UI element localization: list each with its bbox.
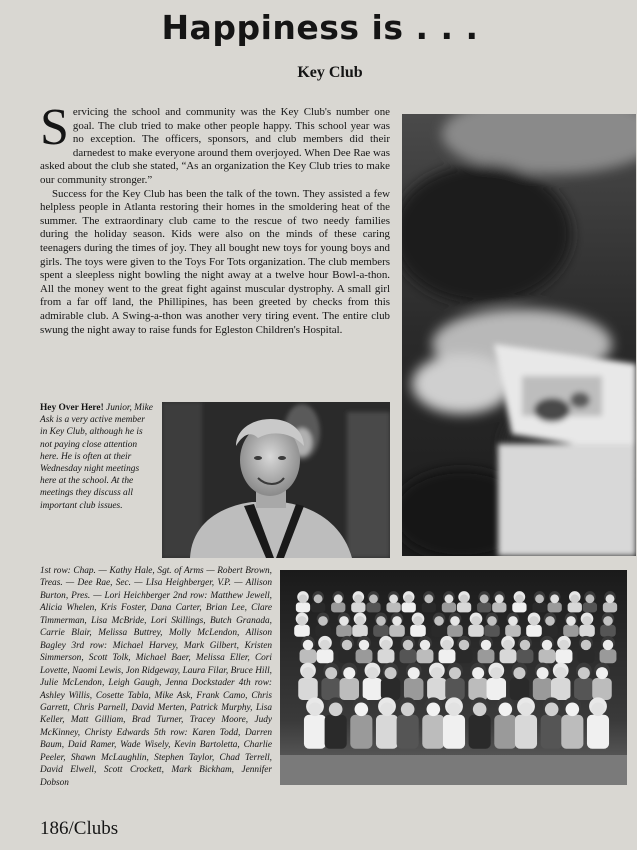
group-member-body: [321, 678, 341, 700]
group-member-body: [400, 649, 417, 663]
group-member-face: [297, 616, 307, 626]
group-member-face: [329, 702, 343, 716]
group-member-face: [513, 667, 525, 679]
group-member-body: [487, 678, 507, 700]
group-member-face: [380, 702, 394, 716]
group-member-face: [404, 594, 413, 603]
group-member-body: [468, 678, 488, 700]
group-member-face: [376, 616, 386, 626]
group-member-body: [533, 678, 553, 700]
group-member-body: [336, 625, 352, 637]
group-member-face: [342, 640, 352, 650]
story-paragraph-2: Success for the Key Club has been the talk of the town. They assisted a few helpless people in Atlanta restoring their homes in the smoldering heat of the summer. The extraordinary club came to the rescue of two needy families during the holiday season. Kids were also on the minds of these caring teenagers during the times of joy. They all bought new toys for young boys and girls. The toys were given to the Toys For Tots organization. The club members spent a sleepless night bowling the night away at a twelve hour Bowl-a-thon. All the money went to the great fight against muscular dystrophy. A small girl from a far off land, the Phillipines, has been greeted by checks from this admirable club. A Swing-a-thon was another very tiring event. The entire club swung the night away to raise funds for Egleston Children's Hospital.: [40, 187, 390, 336]
group-member-body: [298, 678, 318, 700]
group-member-body: [363, 678, 383, 700]
group-member-face: [473, 702, 487, 716]
group-member-body: [366, 602, 380, 612]
group-member-body: [427, 678, 447, 700]
group-member-body: [505, 625, 521, 637]
group-member-body: [477, 602, 491, 612]
group-member-face: [450, 616, 460, 626]
group-member-body: [526, 625, 542, 637]
group-member-body: [325, 715, 347, 749]
group-member-body: [515, 715, 537, 749]
group-member-face: [542, 640, 552, 650]
group-member-body: [578, 649, 595, 663]
photo-hands-with-paper: [402, 114, 636, 556]
group-member-body: [294, 625, 310, 637]
group-member-body: [512, 602, 526, 612]
group-member-body: [386, 602, 400, 612]
group-member-face: [481, 640, 491, 650]
group-member-body: [443, 715, 465, 749]
group-member-face: [471, 616, 481, 626]
group-member-face: [490, 667, 502, 679]
group-member-body: [340, 678, 360, 700]
group-member-face: [314, 594, 323, 603]
group-member-face: [325, 667, 337, 679]
group-member-face: [515, 594, 524, 603]
portrait-caption: [40, 402, 154, 512]
group-member-body: [510, 678, 530, 700]
group-member-body: [356, 649, 373, 663]
group-member-face: [566, 702, 580, 716]
drop-cap: S: [40, 99, 69, 156]
group-member-face: [408, 667, 420, 679]
group-member-body: [410, 625, 426, 637]
group-member-face: [508, 616, 518, 626]
group-member-face: [403, 640, 413, 650]
group-member-face: [449, 667, 461, 679]
group-caption: 1st row: Chap. — Kathy Hale, Sgt. of Arms — Robert Brown, Treas. — Dee Rae, Sec. — LIsa Heighberger, V.P. — Allison Burton, Pres. — Lori Heichberger 2nd row: Matthew Jewell, Alicia Whelen, Kris Foster, Dana Carter, Brian Lee, Clare Timmerman, Lisa McBride, Lori Skillings, Butch Granada, Carrie Blair, Melissa Buttrey, Molly McLendon, Allison Bagley 3rd row: Michael Harvey, Mark Gilbert, Kristen Simmerson, Scott Tolk, Michael Baer, Melissa Eller, Cori Lovette, Naomi Lewis, Jon Ridgeway, Laura Filar, Bruce Hill, Julie McLendon, Leigh Gaugh, Jenna Dockstader 4th row: Ashley Willis, Cosette Tabla, Mike Ask, Frank Camo, Chris Garrett, Chris Parnell, David Merten, Patrick Murphy, Lisa Keller, Matt Gilliam, Brad Turner, Tracey Moore, Judy McKinney, Christy Edwards 5th row: Karen Todd, Darren Baum, Daid Ramer, Wade Wisely, Kevin Bartoletta, Charlie Peeler, Shawn McLaughlin, Stephen Taylor, Chad Terrell, David Elwell, Scott Crockett, Mark Bickham, Jennifer Dobson: [40, 566, 272, 788]
group-member-body: [339, 649, 356, 663]
group-member-body: [568, 602, 582, 612]
group-member-face: [545, 702, 559, 716]
group-member-body: [422, 602, 436, 612]
group-member-body: [417, 649, 434, 663]
group-member-body: [574, 678, 594, 700]
group-member-body: [397, 715, 419, 749]
group-member-face: [427, 702, 441, 716]
story-paragraph-1: [40, 99, 390, 188]
group-member-face: [401, 702, 415, 716]
group-member-face: [520, 640, 530, 650]
group-member-face: [369, 594, 378, 603]
group-member-face: [447, 702, 461, 716]
group-member-body: [561, 715, 583, 749]
group-member-body: [494, 715, 516, 749]
group-member-face: [535, 594, 544, 603]
group-member-face: [334, 594, 343, 603]
page-folio: 186/Clubs: [40, 818, 119, 839]
group-member-body: [311, 602, 325, 612]
group-member-body: [331, 602, 345, 612]
group-member-face: [299, 594, 308, 603]
group-member-face: [480, 594, 489, 603]
group-member-body: [317, 649, 334, 663]
group-member-body: [542, 625, 558, 637]
group-member-face: [434, 616, 444, 626]
group-member-body: [587, 715, 609, 749]
group-member-face: [445, 594, 454, 603]
group-member-face: [581, 640, 591, 650]
group-member-face: [389, 594, 398, 603]
group-member-body: [422, 715, 444, 749]
group-member-body: [492, 602, 506, 612]
group-member-face: [519, 702, 533, 716]
page-subtitle: Key Club: [297, 64, 363, 81]
group-member-body: [539, 649, 556, 663]
group-member-body: [402, 602, 416, 612]
story-paragraph-1-text: ervicing the school and community was the Key Club's number one goal. The club tried to make other people happy. This school year was no exception. The officers, sponsors, and club members did their darnedest to make everyone around them overjoyed. When Dee Rae was asked about the club she stated, “As an organization the Key Club tries to make our community stronger.”: [40, 106, 390, 186]
group-member-face: [585, 594, 594, 603]
group-member-body: [579, 625, 595, 637]
group-member-face: [431, 667, 443, 679]
group-member-body: [457, 602, 471, 612]
group-member-face: [318, 616, 328, 626]
group-member-body: [556, 649, 573, 663]
group-member-face: [603, 616, 613, 626]
group-member-body: [315, 625, 331, 637]
group-member-body: [389, 625, 405, 637]
group-member-face: [302, 667, 314, 679]
group-member-face: [381, 640, 391, 650]
group-member-body: [484, 625, 500, 637]
group-member-body: [603, 602, 617, 612]
group-member-body: [304, 715, 326, 749]
group-member-body: [469, 715, 491, 749]
group-member-face: [355, 616, 365, 626]
group-member-face: [359, 640, 369, 650]
group-member-face: [459, 640, 469, 650]
group-member-body: [563, 625, 579, 637]
group-member-body: [478, 649, 495, 663]
portrait-caption-text: Junior, Mike Ask is a very active member in Key Club, although he is not paying close attention here. He is often at their Wednesday night meetings here at the school. At the meetings they discuss all important club issues.: [40, 403, 153, 511]
group-member-body: [373, 625, 389, 637]
group-member-face: [308, 702, 322, 716]
group-member-body: [442, 602, 456, 612]
group-member-face: [606, 594, 615, 603]
group-member-face: [413, 616, 423, 626]
group-member-body: [445, 678, 465, 700]
page-title: Happiness is . . .: [161, 8, 479, 47]
group-member-body: [600, 649, 617, 663]
group-member-body: [583, 602, 597, 612]
group-member-body: [439, 649, 456, 663]
group-member-face: [503, 640, 513, 650]
group-member-face: [499, 702, 513, 716]
group-member-body: [547, 602, 561, 612]
group-member-face: [529, 616, 539, 626]
group-member-body: [350, 715, 372, 749]
group-member-body: [296, 602, 310, 612]
group-member-face: [339, 616, 349, 626]
group-member-face: [354, 594, 363, 603]
group-member-body: [404, 678, 424, 700]
group-member-body: [431, 625, 447, 637]
group-member-face: [545, 616, 555, 626]
group-member-body: [351, 602, 365, 612]
group-member-face: [472, 667, 484, 679]
group-member-body: [381, 678, 401, 700]
group-member-face: [537, 667, 549, 679]
group-member-body: [376, 715, 398, 749]
photo-portrait-student: [162, 402, 390, 558]
group-member-face: [578, 667, 590, 679]
group-member-face: [420, 640, 430, 650]
group-member-body: [468, 625, 484, 637]
group-member-body: [300, 649, 317, 663]
group-member-face: [582, 616, 592, 626]
group-member-face: [591, 702, 605, 716]
portrait-caption-lead: Hey Over Here!: [40, 403, 104, 413]
group-member-face: [596, 667, 608, 679]
group-member-face: [559, 640, 569, 650]
group-member-body: [600, 625, 616, 637]
group-member-face: [343, 667, 355, 679]
photo-key-club-group: [280, 570, 627, 785]
group-member-body: [500, 649, 517, 663]
story-body: [40, 99, 390, 337]
group-member-body: [456, 649, 473, 663]
group-member-face: [487, 616, 497, 626]
group-member-face: [603, 640, 613, 650]
group-member-body: [541, 715, 563, 749]
group-member-face: [495, 594, 504, 603]
group-member-face: [442, 640, 452, 650]
group-member-face: [566, 616, 576, 626]
group-member-face: [550, 594, 559, 603]
group-member-face: [385, 667, 397, 679]
group-member-body: [592, 678, 612, 700]
group-member-body: [517, 649, 534, 663]
group-member-body: [378, 649, 395, 663]
group-member-body: [532, 602, 546, 612]
group-member-face: [460, 594, 469, 603]
group-member-face: [424, 594, 433, 603]
group-member-face: [570, 594, 579, 603]
group-member-body: [352, 625, 368, 637]
group-member-face: [355, 702, 369, 716]
group-member-face: [366, 667, 378, 679]
group-member-face: [392, 616, 402, 626]
group-member-face: [303, 640, 313, 650]
group-member-face: [320, 640, 330, 650]
group-member-face: [555, 667, 567, 679]
group-member-body: [551, 678, 571, 700]
group-member-body: [447, 625, 463, 637]
